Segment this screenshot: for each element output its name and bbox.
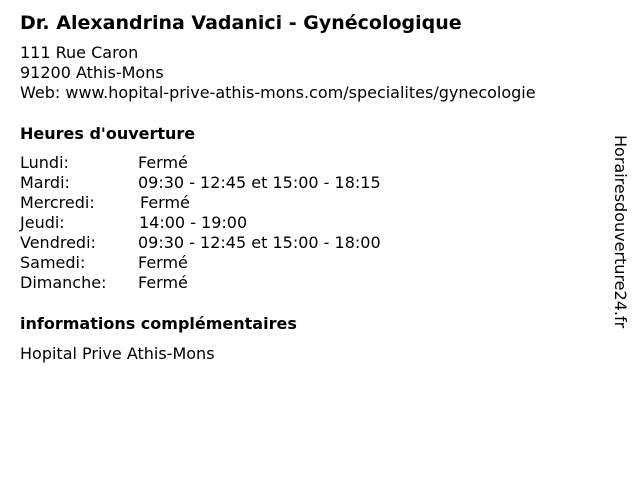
hours-row-lundi xyxy=(20,153,188,173)
hours-time: Fermé xyxy=(140,193,190,212)
page-title: Dr. Alexandrina Vadanici - Gynécologique xyxy=(20,12,462,34)
hours-time: 14:00 - 19:00 xyxy=(139,213,248,232)
address-street: 111 Rue Caron xyxy=(20,43,139,62)
address-web: Web: www.hopital-prive-athis-mons.com/specialites/gynecologie xyxy=(20,83,536,102)
hours-row-dimanche xyxy=(20,273,188,293)
hours-row-samedi xyxy=(20,253,188,273)
hours-row-mercredi xyxy=(20,193,190,213)
hours-row-mardi xyxy=(20,173,381,193)
hours-time: 09:30 - 12:45 et 15:00 - 18:15 xyxy=(138,173,381,192)
hours-heading: Heures d'ouverture xyxy=(20,124,196,143)
hours-day: Mercredi: xyxy=(20,193,95,212)
hours-row-vendredi xyxy=(20,233,381,253)
hours-row-jeudi xyxy=(20,213,248,233)
hours-time: Fermé xyxy=(138,153,188,172)
hours-table xyxy=(20,153,381,293)
info-text: Hopital Prive Athis-Mons xyxy=(20,344,215,363)
hours-day: Vendredi: xyxy=(20,233,96,252)
address-city: 91200 Athis-Mons xyxy=(20,63,164,82)
hours-time: 09:30 - 12:45 et 15:00 - 18:00 xyxy=(138,233,381,252)
site-watermark: Horairesdouverture24.fr xyxy=(611,135,630,329)
hours-day: Jeudi: xyxy=(20,213,65,232)
address-block xyxy=(20,43,536,103)
hours-day: Samedi: xyxy=(20,253,86,272)
hours-day: Mardi: xyxy=(20,173,70,192)
hours-time: Fermé xyxy=(138,253,188,272)
info-heading: informations complémentaires xyxy=(20,314,297,333)
hours-day: Lundi: xyxy=(20,153,69,172)
hours-time: Fermé xyxy=(138,273,188,292)
hours-day: Dimanche: xyxy=(20,273,107,292)
